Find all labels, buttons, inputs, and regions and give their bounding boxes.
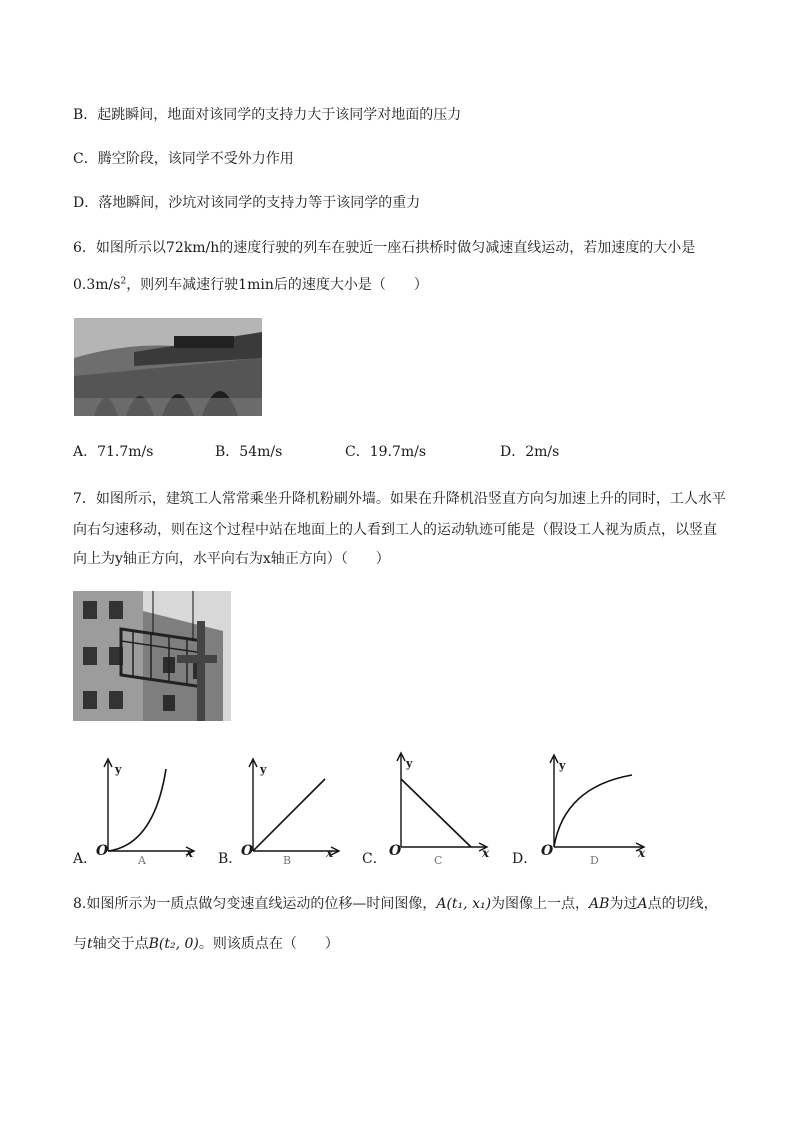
q7-graph-b-option: B． [218, 851, 243, 867]
q8-stem-line2: 与t轴交于点B(t₂, 0)。则该质点在（ ） [73, 936, 339, 952]
q7-graph-a-x-label: x [186, 846, 194, 860]
q7-graph-d [540, 751, 650, 861]
q6-option-d: D．2m/s [500, 444, 560, 460]
q7-graph-a-origin: O [96, 843, 109, 859]
q7-graph-c-y-label: y [406, 757, 413, 770]
q7-graph-d-option: D． [512, 851, 538, 867]
q6-option-b: B．54m/s [215, 444, 283, 460]
q6-stem-line2: $0.3m/s^2$，则列车减速行驶1min后的速度大小是（ ） [73, 276, 428, 293]
train-bridge-illustration [74, 318, 262, 416]
q7-graph-a [94, 755, 200, 863]
q7-stem-line3: 向上为y轴正方向，水平向右为x轴正方向）（ ） [73, 551, 390, 567]
q7-graph-b-origin: O [241, 843, 254, 859]
q7-graph-d-y-label: y [559, 759, 566, 772]
q8-stem-line1: 8.如图所示为一质点做匀变速直线运动的位移—时间图像，A(t₁, x₁)为图像上一点，AB为过A点的切线， [73, 896, 718, 912]
q7-stem-line2: 向右匀速移动，则在这个过程中站在地面上的人看到工人的运动轨迹可能是（假设工人视为质点，以竖直 [73, 522, 717, 538]
q7-graph-c [387, 749, 493, 861]
q7-graph-b-sub: B [283, 854, 292, 867]
q7-graph-d-origin: O [541, 843, 554, 859]
q5-option-b: B．起跳瞬间，地面对该同学的支持力大于该同学对地面的压力 [73, 107, 462, 123]
q6-stem-line1: 6．如图所示以72km/h的速度行驶的列车在驶近一座石拱桥时做匀减速直线运动，若加速度的大小是 [73, 240, 696, 256]
trajectory-straight-line [253, 779, 325, 851]
q7-graph-c-origin: O [389, 843, 402, 859]
q7-graph-a-sub: A [138, 854, 146, 867]
lift-worker-illustration [73, 591, 231, 721]
q5-option-c: C．腾空阶段，该同学不受外力作用 [73, 151, 294, 167]
q7-graph-d-sub: D [590, 854, 599, 867]
q7-graph-b-x-label: x [326, 846, 334, 860]
q7-graph-b-y-label: y [260, 763, 267, 776]
q7-graph-d-x-label: x [638, 846, 646, 860]
trajectory-curve-concave-down [554, 775, 632, 847]
trajectory-curve-concave-up [108, 769, 166, 851]
q7-graph-c-sub: C [434, 854, 443, 867]
q7-graph-c-x-label: x [482, 846, 490, 860]
q5-option-d: D．落地瞬间，沙坑对该同学的支持力等于该同学的重力 [73, 195, 421, 211]
q7-graph-a-y-label: y [115, 763, 122, 776]
q7-stem-line1: 7．如图所示，建筑工人常常乘坐升降机粉刷外墙。如果在升降机沿竖直方向匀加速上升的同时，工人水平 [73, 491, 726, 507]
trajectory-descending-line [401, 779, 471, 847]
q6-option-c: C．19.7m/s [345, 444, 427, 460]
q6-option-a: A．71.7m/s [73, 444, 154, 460]
train-bridge-photo [74, 318, 262, 416]
lift-worker-photo [73, 591, 231, 721]
q7-graph-a-option: A． [73, 851, 98, 867]
q7-graph-c-option: C． [362, 851, 387, 867]
